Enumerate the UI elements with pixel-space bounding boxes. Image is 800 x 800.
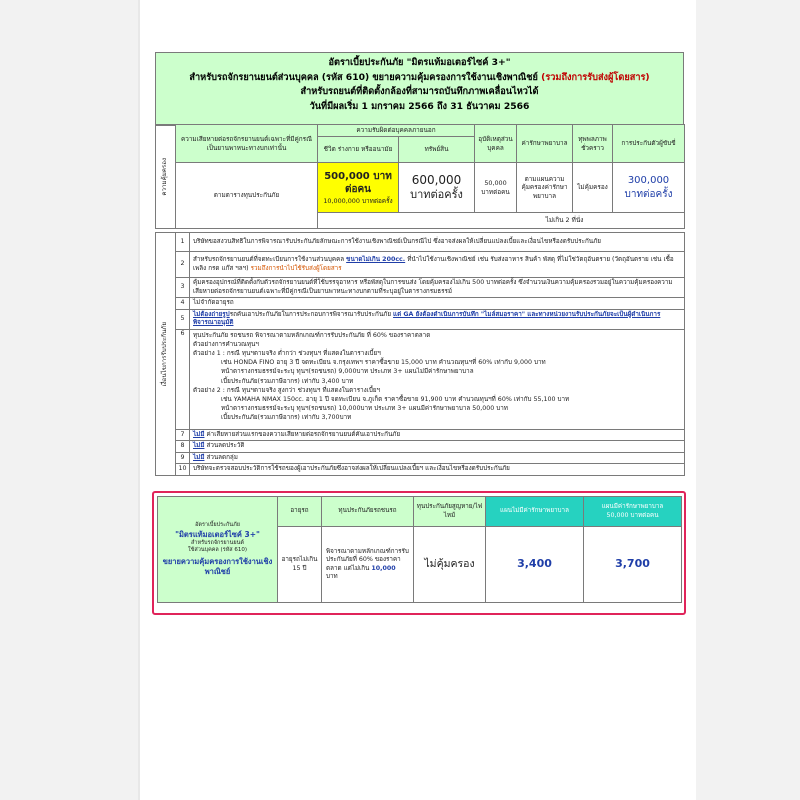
conditions-table: [155, 232, 685, 476]
condition-number: 7: [176, 429, 190, 441]
condition-text: ไม่มี ค่าเสียหายส่วนแรกของความเสียหายต่อรถจักรยานยนต์คันเอาประกันภัย: [190, 429, 685, 441]
conditions-side-label: เงื่อนไขการรับประกันภัย: [156, 233, 176, 476]
condition-number: 9: [176, 452, 190, 464]
premium-plan-no-medical: 3,400: [486, 527, 584, 603]
condition-number: 5: [176, 309, 190, 329]
premium-side-label: อัตราเบี้ยประกันภัย "มิตรแท้มอเตอร์ไซค์ 3+" สำหรับรถจักรยานยนต์ ใช้ส่วนบุคคล (รหัส 610) ขยายความคุ้มครองการใช้งานเชิงพาณิชย์: [158, 497, 278, 603]
bail-bond-value: 300,000 บาทต่อครั้ง: [613, 163, 685, 213]
loss-fire-value: ไม่คุ้มครอง: [414, 527, 486, 603]
header-third-party: ความรับผิดต่อบุคคลภายนอก: [318, 125, 475, 137]
personal-accident-value: 50,000 บาทต่อคน: [475, 163, 517, 213]
condition-number: 3: [176, 278, 190, 298]
condition-text: ไม่มี ส่วนลดกลุ่ม: [190, 452, 685, 464]
condition-number: 10: [176, 464, 190, 476]
premium-box: [152, 491, 686, 615]
condition-number: 6: [176, 329, 190, 429]
header-camera-note: สำหรับรถยนต์ที่ติดตั้งกล้องที่สามารถบันทึกภาพเคลื่อนไหวได้: [300, 86, 539, 97]
document-header: [155, 52, 684, 126]
condition-number: 8: [176, 441, 190, 453]
header-plan-medical: แผนมีค่ารักษาพยาบาล 50,000 บาทต่อคน: [584, 497, 682, 527]
header-title: อัตราเบี้ยประกันภัย "มิตรแท้มอเตอร์ไซค์ 3+": [328, 57, 511, 68]
medical-value: ตามแผนความคุ้มครองค่ารักษาพยาบาล: [517, 163, 573, 213]
coverage-side-label: ความคุ้มครอง: [156, 125, 176, 229]
condition-text: คุ้มครองอุปกรณ์ที่ติดตั้งกับตัวรถจักรยานยนต์ที่ใช้บรรจุอาหาร หรือพัสดุในการขนส่ง โดยคุ้มครองไม่เกิน 500 บาทต่อครั้ง ซึ่งจำนวนเงินความคุ้มครองรวมอยู่ในความคุ้มครองความเสียหายต่อรถจักรยานยนต์เฉพาะที่มีคู่กรณีเป็นยานพาหนะทางบกตามที่ระบุอยู่ในตารางกรมธรรม์: [190, 278, 685, 298]
condition-text-examples: ทุนประกันภัย รถชนรถ พิจารณาตามหลักเกณฑ์การรับประกันภัย ที่ 60% ของราคาตลาด ตัวอย่างการคำนวณทุนฯ ตัวอย่าง 1 : กรณี ทุนฯตามจริง ต่ำกว่า ช่วงทุนฯ ที่แสดงในตารางเบี้ยฯ เช่น HONDA FINO อายุ 3 ปี จดทะเบียน จ.กรุงเทพฯ ราคาซื้อขาย 15,000 บาท คำนวณทุนฯที่ 60% เท่ากับ 9,000 บาท หน้าตารางกรมธรรม์จะระบุ ทุนฯ(รถชนรถ) 9,000บาท ประเภท 3+ แผนไม่มีค่ารักษาพยาบาล เบี้ยประกันภัย(รวมภาษีอากร) เท่ากับ 3,400 บาท ตัวอย่าง 2 : กรณี ทุนฯตามจริง สูงกว่า ช่วงทุนฯ ที่แสดงในตารางเบี้ยฯ เช่น YAMAHA NMAX 150cc. อายุ 1 ปี จดทะเบียน จ.ภูเก็ต ราคาซื้อขาย 91,900 บาท คำนวณทุนฯที่ 60% เท่ากับ 55,100 บาท หน้าตารางกรมธรรม์จะระบุ ทุนฯ(รถชนรถ) 10,000บาท ประเภท 3+ แผนมีค่ารักษาพยาบาล 50,000 บาท เบี้ยประกันภัย(รวมภาษีอากร) เท่ากับ 3,700บาท: [190, 329, 685, 429]
condition-number: 1: [176, 233, 190, 252]
header-life-body: ชีวิต ร่างกาย หรืออนามัย: [318, 137, 399, 163]
condition-text: ไม่จำกัดอายุรถ: [190, 298, 685, 310]
property-value: 600,000 บาทต่อครั้ง: [399, 163, 475, 213]
header-vehicle-age: อายุรถ: [278, 497, 322, 527]
premium-plan-medical: 3,700: [584, 527, 682, 603]
premium-table: [157, 496, 682, 603]
header-property: ทรัพย์สิน: [399, 137, 475, 163]
life-body-value: 500,000 บาทต่อคน 10,000,000 บาทต่อครั้ง: [318, 163, 399, 213]
condition-text: ไม่ต้องถ่ายรูปรถคันเอาประกันภัยในการประกอบการพิจารณารับประกันภัย แต่ GA ยังต้องดำเนินการบันทึก "ไมล์สมอราคา" และทางหน่วยงานรับประกันภัยจะเป็นผู้ดำเนินการพิจารณาอนุมัติ: [190, 309, 685, 329]
condition-text: ไม่มี ส่วนลดประวัติ: [190, 441, 685, 453]
header-plan-no-medical: แผนไม่มีค่ารักษาพยาบาล: [486, 497, 584, 527]
condition-number: 4: [176, 298, 190, 310]
header-bail-bond: การประกันตัวผู้ขับขี่: [613, 125, 685, 163]
condition-number: 2: [176, 252, 190, 278]
header-effective-date: วันที่มีผลเริ่ม 1 มกราคม 2566 ถึง 31 ธันวาคม 2566: [309, 100, 530, 112]
own-damage-value: ตามตารางทุนประกันภัย: [176, 163, 318, 229]
passenger-note: ไม่เกิน 2 ที่นั่ง: [517, 213, 613, 229]
condition-text: บริษัทจะตรวจสอบประวัติการใช้รถของผู้เอาประกันภัยซึ่งอาจส่งผลให้เปลี่ยนแปลงเบี้ยฯ และเงื่อนไขหรืองดรับประกันภัย: [190, 464, 685, 476]
header-personal-accident: อุบัติเหตุส่วนบุคคล: [475, 125, 517, 163]
condition-text: สำหรับรถจักรยานยนต์ที่จดทะเบียนการใช้งานส่วนบุคคล ขนาดไม่เกิน 200cc. ที่นำไปใช้งานเชิงพาณิชย์ เช่น รับส่งอาหาร สินค้า พัสดุ ที่ไม่ใช่วัตถุอันตราย (วัตถุอันตราย เช่น เชื้อเพลิง กรด แก๊ส ฯลฯ) รวมถึงการนำไปใช้รับส่งผู้โดยสาร: [190, 252, 685, 278]
header-sum-insured: ทุนประกันภัยรถชนรถ: [322, 497, 414, 527]
header-temporary-disability: ทุพพลภาพชั่วคราว: [573, 125, 613, 163]
temporary-disability-value: ไม่คุ้มครอง: [573, 163, 613, 213]
header-own-damage: ความเสียหายต่อรถจักรยานยนต์เฉพาะที่มีคู่กรณีเป็นยานพาหนะทางบกเท่านั้น: [176, 125, 318, 163]
coverage-table: [155, 124, 685, 229]
sum-insured-value: พิจารณาตามหลักเกณฑ์การรับประกันภัยที่ 60% ของราคาตลาด แต่ไม่เกิน 10,000 บาท: [322, 527, 414, 603]
header-subtitle: สำหรับรถจักรยานยนต์ส่วนบุคคล (รหัส 610) ขยายความคุ้มครองการใช้งานเชิงพาณิชย์ (รวมถึงการรับส่งผู้โดยสาร): [189, 71, 650, 83]
condition-text: บริษัทขอสงวนสิทธิในการพิจารณารับประกันภัยลักษณะการใช้งานเชิงพาณิชย์เป็นกรณีไป ซึ่งอาจส่งผลให้เปลี่ยนแปลงเบี้ยและเงื่อนไขหรืองดรับประกันภัย: [190, 233, 685, 252]
vehicle-age-value: อายุรถไม่เกิน 15 ปี: [278, 527, 322, 603]
header-loss-fire: ทุนประกันภัยสูญหาย/ไฟไหม้: [414, 497, 486, 527]
header-medical: ค่ารักษาพยาบาล: [517, 125, 573, 163]
